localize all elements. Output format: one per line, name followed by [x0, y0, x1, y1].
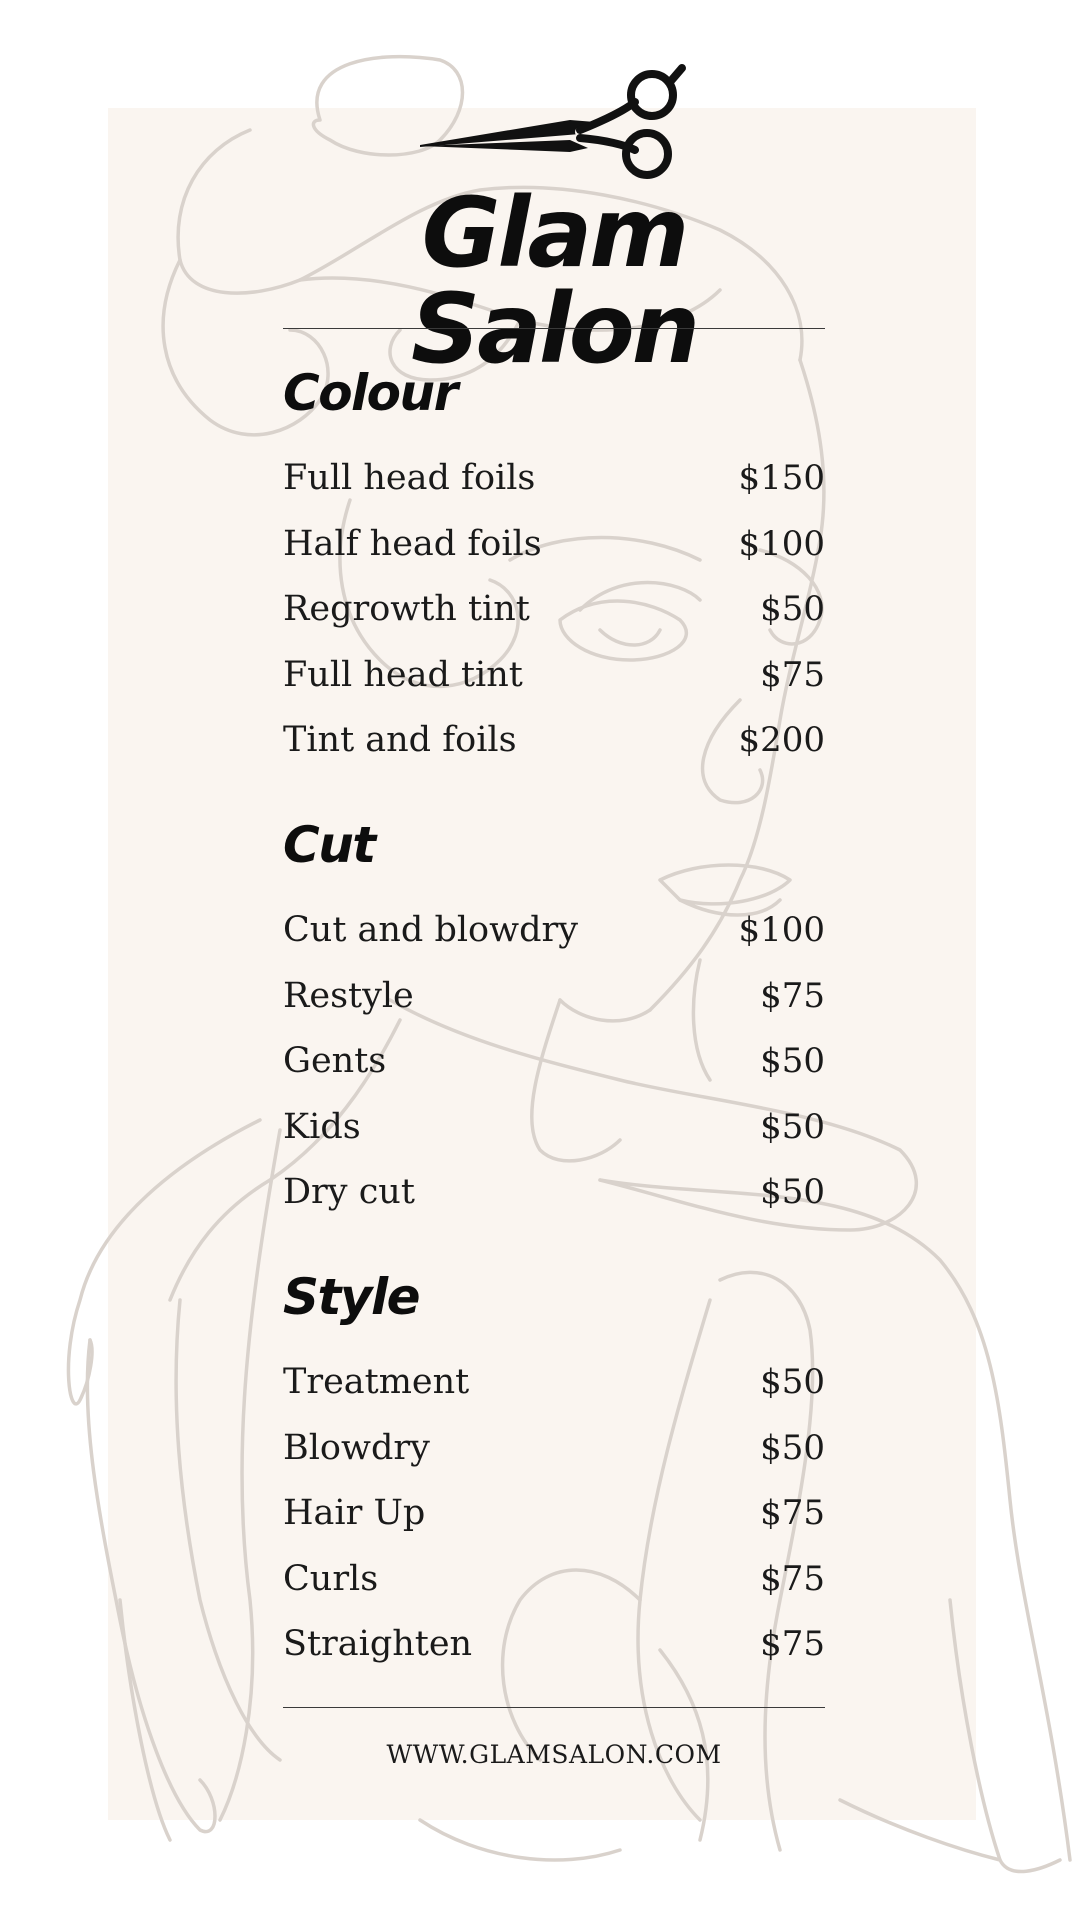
list-item	[283, 708, 825, 774]
item-name: Straighten	[283, 1624, 473, 1664]
item-price: $50	[760, 589, 825, 629]
item-price: $50	[760, 1172, 825, 1212]
item-price: $50	[760, 1362, 825, 1402]
item-name: Cut and blowdry	[283, 910, 578, 950]
list-item	[283, 1612, 825, 1678]
section-heading: Cut	[283, 816, 375, 874]
section-colour	[283, 362, 825, 774]
list-item	[283, 1481, 825, 1547]
bottom-divider	[283, 1707, 825, 1708]
top-divider	[283, 328, 825, 329]
item-name: Half head foils	[283, 523, 542, 564]
list-item	[283, 898, 825, 964]
list-item	[283, 643, 825, 709]
item-price: $75	[760, 975, 825, 1016]
item-price: $50	[760, 1106, 825, 1147]
list-item	[283, 1416, 825, 1482]
salon-title: Glam Salon	[410, 177, 698, 385]
section-style	[283, 1266, 825, 1678]
list-item	[283, 512, 825, 578]
item-name: Curls	[283, 1558, 379, 1599]
list-item	[283, 1029, 825, 1095]
item-name: Tint and foils	[283, 720, 517, 760]
item-name: Kids	[283, 1106, 361, 1147]
item-name: Gents	[283, 1041, 387, 1081]
section-heading: Colour	[283, 364, 457, 422]
item-price: $150	[738, 458, 825, 498]
section-cut	[283, 814, 825, 1226]
item-price: $75	[760, 1493, 825, 1533]
item-price: $100	[738, 523, 825, 564]
item-name: Restyle	[283, 975, 414, 1016]
list-item	[283, 577, 825, 643]
list-item	[283, 446, 825, 512]
item-price: $200	[738, 720, 825, 760]
list-item	[283, 964, 825, 1030]
item-price: $100	[738, 910, 825, 950]
list-item	[283, 1547, 825, 1613]
list-item	[283, 1350, 825, 1416]
item-price: $75	[760, 1624, 825, 1664]
list-item	[283, 1160, 825, 1226]
item-name: Hair Up	[283, 1493, 426, 1533]
item-name: Dry cut	[283, 1172, 415, 1212]
item-name: Full head foils	[283, 458, 536, 498]
menu-content	[283, 0, 825, 1920]
website-link[interactable]: WWW.GLAMSALON.COM	[386, 1740, 722, 1769]
item-price: $50	[760, 1427, 825, 1468]
item-name: Full head tint	[283, 654, 523, 695]
item-name: Treatment	[283, 1362, 470, 1402]
item-name: Regrowth tint	[283, 589, 530, 629]
item-price: $75	[760, 654, 825, 695]
item-price: $75	[760, 1558, 825, 1599]
item-name: Blowdry	[283, 1427, 430, 1468]
section-heading: Style	[283, 1268, 420, 1326]
item-price: $50	[760, 1041, 825, 1081]
list-item	[283, 1095, 825, 1161]
